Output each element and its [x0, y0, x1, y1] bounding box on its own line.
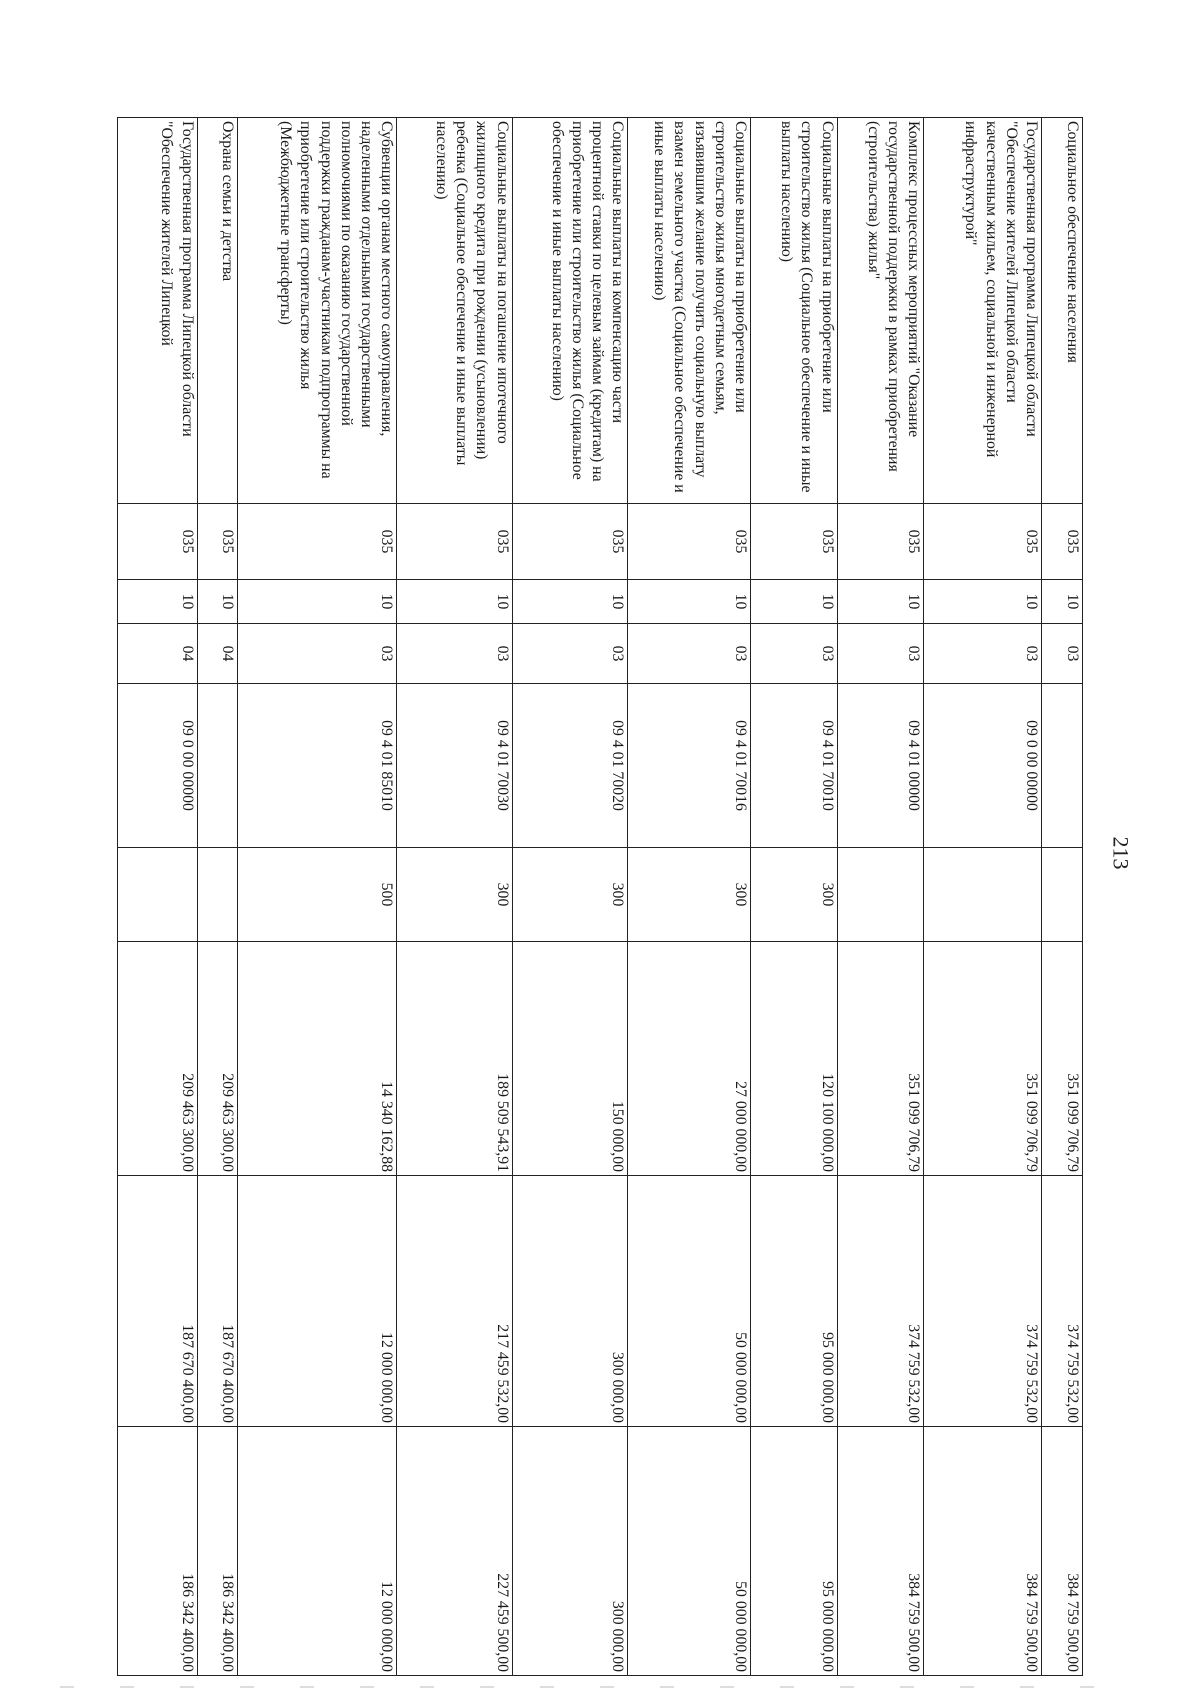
row-name: Комплекс процессных мероприятий "Оказание государственной поддержки в рамках приобретения (строительства) жилья"	[837, 118, 924, 504]
row-name: Социальные выплаты на компенсацию части процентной ставки по целевым займам (кредитам) на приобретение или строительство жилья (Социальное обеспечение и иные выплаты населению)	[512, 118, 627, 504]
ministry-code: 035	[924, 504, 1042, 580]
row-name: Субвенции органам местного самоуправления, наделенными отдельными государственными полномочиями по оказанию государственной поддержки гражданам-участникам подпрограммы на приобретение или строительство жилья (Межбюджетные трансферты)	[238, 118, 397, 504]
row-name: Социальные выплаты на приобретение или строительство жилья (Социальное обеспечение и иные выплаты населению)	[751, 118, 838, 504]
amount-year-3: 227 459 500,00	[397, 1427, 512, 1676]
amount-year-2: 374 759 532,00	[837, 1176, 924, 1427]
row-name: Социальные выплаты на погашение ипотечного жилищного кредита при рождении (усыновлении) ребенка (Социальное обеспечение и иные выплаты населению)	[397, 118, 512, 504]
subsection-code: 04	[197, 624, 238, 684]
budget-table	[117, 117, 1083, 1676]
target-article	[1042, 684, 1083, 848]
expense-type: 300	[397, 848, 512, 942]
section-code: 10	[197, 580, 238, 624]
scan-artifact	[60, 1686, 1140, 1688]
table-row	[397, 118, 512, 1676]
section-code: 10	[924, 580, 1042, 624]
target-article	[197, 684, 238, 848]
section-code: 10	[1042, 580, 1083, 624]
row-name: Охрана семьи и детства	[197, 118, 238, 504]
amount-year-3: 384 759 500,00	[837, 1427, 924, 1676]
rotated-page-content	[117, 117, 1083, 1675]
ministry-code: 035	[1042, 504, 1083, 580]
table-row	[118, 118, 198, 1676]
section-code: 10	[512, 580, 627, 624]
amount-year-2: 95 000 000,00	[751, 1176, 838, 1427]
subsection-code: 03	[751, 624, 838, 684]
expense-type	[118, 848, 198, 942]
expense-type	[1042, 848, 1083, 942]
table-row	[1042, 118, 1083, 1676]
amount-year-1: 150 000,00	[512, 942, 627, 1176]
amount-year-2: 187 670 400,00	[197, 1176, 238, 1427]
amount-year-2: 217 459 532,00	[397, 1176, 512, 1427]
expense-type	[837, 848, 924, 942]
subsection-code: 03	[238, 624, 397, 684]
amount-year-3: 50 000 000,00	[628, 1427, 751, 1676]
amount-year-3: 300 000,00	[512, 1427, 627, 1676]
table-row	[628, 118, 751, 1676]
row-name: Социальное обеспечение населения	[1042, 118, 1083, 504]
amount-year-1: 209 463 300,00	[118, 942, 198, 1176]
expense-type: 300	[751, 848, 838, 942]
ministry-code: 035	[397, 504, 512, 580]
row-name: Государственная программа Липецкой области "Обеспечение жителей Липецкой	[118, 118, 198, 504]
amount-year-2: 187 670 400,00	[118, 1176, 198, 1427]
row-name: Социальные выплаты на приобретение или строительство жилья многодетным семьям, изъявившим желание получить социальную выплату взамен земельного участка (Социальное обеспечение и иные выплаты населению)	[628, 118, 751, 504]
subsection-code: 03	[1042, 624, 1083, 684]
subsection-code: 03	[628, 624, 751, 684]
section-code: 10	[751, 580, 838, 624]
ministry-code: 035	[512, 504, 627, 580]
amount-year-1: 27 000 000,00	[628, 942, 751, 1176]
ministry-code: 035	[837, 504, 924, 580]
page-number: 213	[1108, 836, 1134, 870]
section-code: 10	[628, 580, 751, 624]
expense-type: 300	[628, 848, 751, 942]
target-article: 09 0 00 00000	[924, 684, 1042, 848]
subsection-code: 03	[924, 624, 1042, 684]
table-row	[924, 118, 1042, 1676]
subsection-code: 03	[397, 624, 512, 684]
section-code: 10	[238, 580, 397, 624]
expense-type	[924, 848, 1042, 942]
table-row	[751, 118, 838, 1676]
table-row	[512, 118, 627, 1676]
amount-year-1: 351 099 706,79	[837, 942, 924, 1176]
expense-type: 500	[238, 848, 397, 942]
ministry-code: 035	[751, 504, 838, 580]
amount-year-2: 12 000 000,00	[238, 1176, 397, 1427]
amount-year-2: 374 759 532,00	[924, 1176, 1042, 1427]
table-row	[238, 118, 397, 1676]
amount-year-3: 12 000 000,00	[238, 1427, 397, 1676]
target-article: 09 4 01 70020	[512, 684, 627, 848]
subsection-code: 03	[512, 624, 627, 684]
table-row	[197, 118, 238, 1676]
amount-year-3: 186 342 400,00	[197, 1427, 238, 1676]
amount-year-1: 120 100 000,00	[751, 942, 838, 1176]
amount-year-2: 300 000,00	[512, 1176, 627, 1427]
ministry-code: 035	[197, 504, 238, 580]
amount-year-1: 351 099 706,79	[924, 942, 1042, 1176]
ministry-code: 035	[628, 504, 751, 580]
row-name: Государственная программа Липецкой области "Обеспечение жителей Липецкой области качественным жильем, социальной и инженерной инфраструктурой"	[924, 118, 1042, 504]
amount-year-3: 384 759 500,00	[924, 1427, 1042, 1676]
amount-year-1: 351 099 706,79	[1042, 942, 1083, 1176]
ministry-code: 035	[238, 504, 397, 580]
amount-year-2: 50 000 000,00	[628, 1176, 751, 1427]
amount-year-3: 95 000 000,00	[751, 1427, 838, 1676]
amount-year-1: 14 340 162,88	[238, 942, 397, 1176]
amount-year-3: 186 342 400,00	[118, 1427, 198, 1676]
section-code: 10	[397, 580, 512, 624]
amount-year-1: 209 463 300,00	[197, 942, 238, 1176]
table-body	[118, 118, 1083, 1676]
section-code: 10	[837, 580, 924, 624]
target-article: 09 4 01 85010	[238, 684, 397, 848]
amount-year-1: 189 509 543,91	[397, 942, 512, 1176]
expense-type: 300	[512, 848, 627, 942]
table-row	[837, 118, 924, 1676]
target-article: 09 4 01 70030	[397, 684, 512, 848]
amount-year-3: 384 759 500,00	[1042, 1427, 1083, 1676]
target-article: 09 0 00 00000	[118, 684, 198, 848]
expense-type	[197, 848, 238, 942]
ministry-code: 035	[118, 504, 198, 580]
subsection-code: 03	[837, 624, 924, 684]
subsection-code: 04	[118, 624, 198, 684]
target-article: 09 4 01 70016	[628, 684, 751, 848]
amount-year-2: 374 759 532,00	[1042, 1176, 1083, 1427]
section-code: 10	[118, 580, 198, 624]
target-article: 09 4 01 00000	[837, 684, 924, 848]
target-article: 09 4 01 70010	[751, 684, 838, 848]
